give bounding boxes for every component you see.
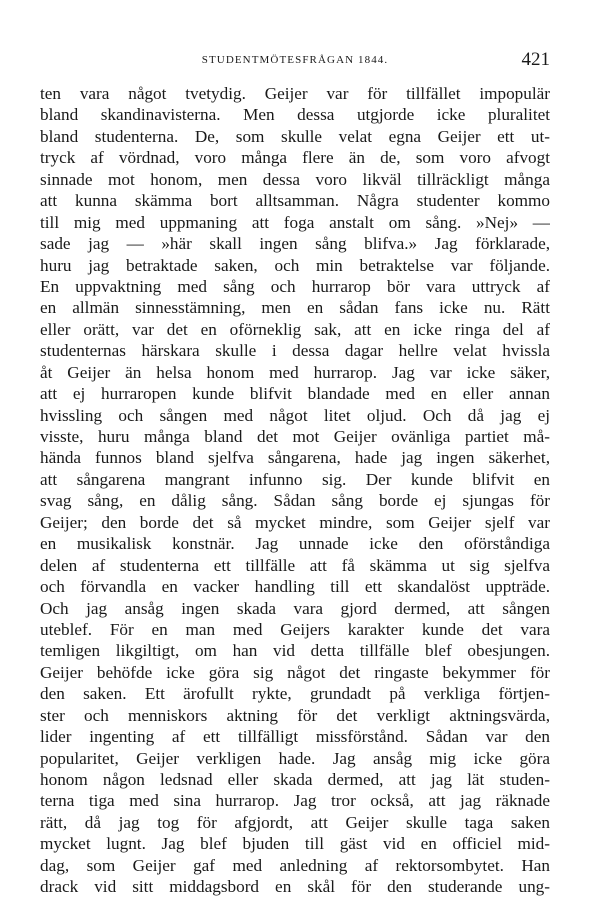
text-line: och förvandla en vacker handling till ett skandalöst uppträde. [40, 577, 550, 597]
running-head [40, 50, 550, 70]
text-line: hvissling och sången med något litet oljud. Och då jag ej [40, 405, 550, 425]
text-line: ten vara något tvetydig. Geijer var för tillfället impopulär [40, 84, 550, 103]
text-line: bland skandinavisterna. Men dessa utgjorde icke pluralitet [40, 105, 550, 125]
text-line: att ej hurraropen kunde blifvit blandade med en eller annan [40, 384, 550, 404]
text-line: sade jag — »här skall ingen sång blifva.» Jag förklarade, [40, 234, 550, 254]
text-line: rätt, då jag tog för afgjordt, att Geijer skulle taga saken [40, 812, 550, 832]
text-line: en musikalisk konstnär. Jag unnade icke den oförståndiga [40, 534, 550, 554]
text-line: popularitet, Geijer verkligen hade. Jag ansåg mig icke göra [40, 748, 550, 768]
text-line: en allmän sinnesstämning, men en sådan fans icke nu. Rätt [40, 298, 550, 318]
text-line: eller orätt, var det en oförneklig sak, att en icke ringa del af [40, 319, 550, 339]
text-line: delen af studenterna ett tillfälle att få skämma ut sig sjelfva [40, 555, 550, 575]
text-line: åt Geijer än helsa honom med hurrarop. Jag var icke säker, [40, 362, 550, 382]
text-line: ster och menniskors aktning för det verkligt aktningsvärda, [40, 705, 550, 725]
page-number: 421 [521, 49, 550, 70]
text-line: Och jag ansåg ingen skada vara gjord dermed, att sången [40, 598, 550, 618]
text-line: mycket lugnt. Jag blef bjuden till gäst vid en officiel mid- [40, 834, 550, 854]
text-line: temligen likgiltigt, om han vid detta tillfälle blef obesjungen. [40, 641, 550, 661]
text-line: visste, huru många bland det mot Geijer ovänliga partiet må- [40, 427, 550, 446]
text-line: dag, som Geijer gaf med anledning af rektorsombytet. Han [40, 855, 550, 875]
body-text [40, 83, 550, 898]
text-line: tryck af vördnad, voro många flere än de, som voro afvogt [40, 148, 550, 168]
text-line: studenternas härskara skulle i dessa dagar hellre velat hvissla [40, 341, 550, 361]
text-line: En uppvaktning med sång och hurrarop bör vara uttryck af [40, 276, 550, 296]
text-line: lider ingenting af ett tillfälligt missförstånd. Sådan var den [40, 727, 550, 747]
text-line: Geijer behöfde icke göra sig något det ringaste bekymmer för [40, 662, 550, 682]
text-line: svag sång, en dålig sång. Sådan sång borde ej sjungas för [40, 491, 550, 511]
text-line: drack vid sitt middagsbord en skål för den studerande ung- [40, 877, 550, 897]
text-line: den saken. Ett ärofullt rykte, grundadt på verkliga förtjen- [40, 684, 550, 704]
text-line: att kunna skämma bort alltsamman. Några studenter kommo [40, 191, 550, 211]
text-line: honom någon ledsnad eller skada dermed, att jag lät studen- [40, 770, 550, 789]
text-line: uteblef. För en man med Geijers karakter kunde det vara [40, 619, 550, 639]
text-line: till mig med uppmaning att foga anstalt om sång. »Nej» — [40, 212, 550, 232]
text-line: hända funnos bland sjelfva sångarena, hade jag ingen säkerhet, [40, 448, 550, 468]
text-line: Geijer; den borde det så mycket mindre, som Geijer sjelf var [40, 512, 550, 532]
text-line: huru jag betraktade saken, och min betraktelse var följande. [40, 255, 550, 275]
running-title: STUDENTMÖTESFRÅGAN 1844. [201, 54, 389, 66]
text-line: att sångarena mangrant infunno sig. Der kunde blifvit en [40, 469, 550, 489]
text-line: sinnade mot honom, men dessa voro likväl tillräckligt många [40, 169, 550, 189]
text-line: terna tiga med sina hurrarop. Jag tror också, att jag räknade [40, 791, 550, 811]
text-line: bland studenterna. De, som skulle velat egna Geijer ett ut- [40, 126, 550, 146]
